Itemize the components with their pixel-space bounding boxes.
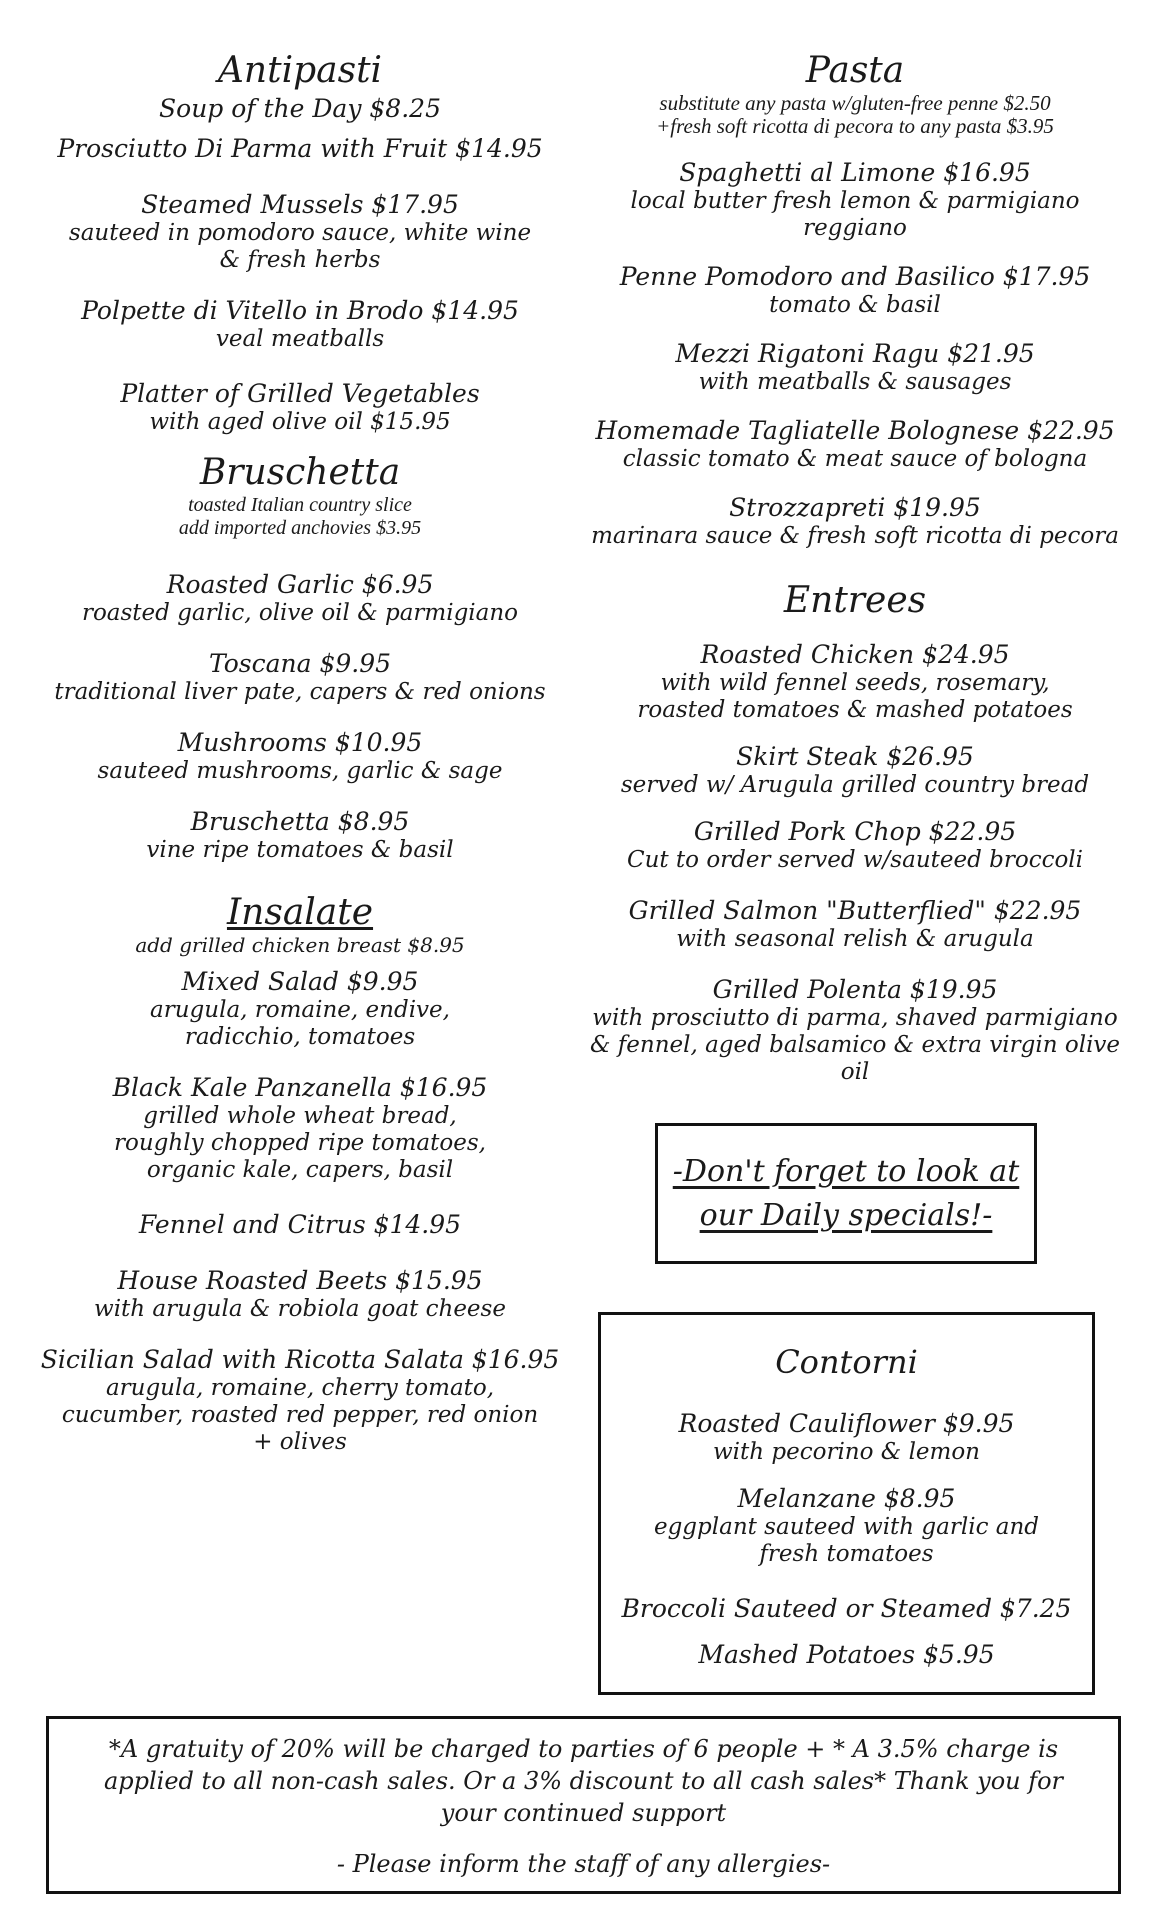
item-name: Homemade Tagliatelle Bolognese $22.95 (595, 416, 1115, 445)
item-desc: marinara sauce & fresh soft ricotta di pecora (591, 523, 1119, 549)
item-desc: sauteed mushrooms, garlic & sage (97, 758, 503, 784)
menu-item (575, 416, 1135, 473)
item-name: Grilled Pork Chop $22.95 (693, 817, 1017, 846)
item-desc: tomato & basil (769, 292, 941, 318)
menu-item (40, 190, 560, 274)
item-desc: with pecorino & lemon (712, 1439, 980, 1465)
footer-notice-box (46, 1716, 1121, 1894)
item-desc: local butter fresh lemon & parmigiano reggiano (630, 188, 1080, 241)
item-name: Grilled Polenta $19.95 (712, 975, 998, 1004)
menu-item (40, 379, 560, 436)
section-note: +fresh soft ricotta di pecora to any pasta $3.95 (656, 114, 1054, 138)
item-name: Polpette di Vitello in Brodo $14.95 (81, 296, 519, 325)
section-note: substitute any pasta w/gluten-free penne $2.50 (659, 91, 1051, 115)
item-name: Skirt Steak $26.95 (736, 742, 974, 771)
item-name: Toscana $9.95 (208, 649, 392, 678)
item-desc: with prosciutto di parma, shaved parmigiano & fennel, aged balsamico & extra virgin olive oil (589, 1005, 1121, 1085)
item-name: Roasted Cauliflower $9.95 (678, 1409, 1015, 1438)
menu-item (40, 94, 560, 124)
menu-item (40, 649, 560, 706)
item-name: Steamed Mussels $17.95 (141, 190, 459, 219)
section-title-contorni: Contorni (775, 1343, 918, 1381)
item-name: Roasted Chicken $24.95 (700, 640, 1010, 669)
menu-item (575, 493, 1135, 550)
item-name: Black Kale Panzanella $16.95 (112, 1073, 488, 1102)
left-column (40, 50, 560, 1456)
item-name: Roasted Garlic $6.95 (166, 570, 434, 599)
section-title-entrees: Entrees (783, 580, 927, 621)
menu-item (575, 339, 1135, 396)
item-name: Fennel and Citrus $14.95 (138, 1210, 462, 1239)
menu-item (40, 1266, 560, 1323)
menu-item (40, 728, 560, 785)
item-name: Sicilian Salad with Ricotta Salata $16.95 (40, 1345, 560, 1374)
item-name: Platter of Grilled Vegetables (120, 379, 480, 408)
item-name: Grilled Salmon "Butterflied" $22.95 (628, 896, 1082, 925)
item-name: Mixed Salad $9.95 (181, 967, 419, 996)
section-title-insalate: Insalate (226, 892, 374, 933)
section-note: toasted Italian country slice (188, 494, 412, 516)
section-note: add grilled chicken breast $8.95 (135, 933, 465, 957)
item-desc: with arugula & robiola goat cheese (94, 1296, 506, 1322)
item-name: Mezzi Rigatoni Ragu $21.95 (675, 339, 1035, 368)
specials-line: our Daily specials!- (699, 1198, 993, 1233)
menu-item (40, 134, 560, 164)
item-name: Mashed Potatoes $5.95 (698, 1640, 995, 1669)
item-name: Soup of the Day $8.25 (159, 94, 441, 123)
section-title-antipasti: Antipasti (217, 50, 383, 91)
menu-item (40, 296, 560, 353)
gratuity-notice: *A gratuity of 20% will be charged to parties of 6 people + * A 3.5% charge is applied to all non-cash sales. Or a 3% discount to all cash sales* Thank you for your continued support (103, 1735, 1064, 1827)
item-name: Mushrooms $10.95 (177, 728, 423, 757)
menu-item (575, 742, 1135, 799)
menu-item (601, 1409, 1092, 1466)
section-title-bruschetta: Bruschetta (199, 452, 401, 493)
item-desc: with seasonal relish & arugula (676, 926, 1034, 952)
item-desc: sauteed in pomodoro sauce, white wine & fresh herbs (68, 220, 532, 273)
item-name: Melanzane $8.95 (737, 1484, 956, 1513)
item-desc: classic tomato & meat sauce of bologna (622, 446, 1088, 472)
item-desc: with meatballs & sausages (698, 369, 1012, 395)
menu-item (575, 817, 1135, 874)
item-desc: with wild fennel seeds, rosemary, roasted tomatoes & mashed potatoes (637, 670, 1073, 723)
menu-item (575, 896, 1135, 953)
menu-item (575, 640, 1135, 724)
item-desc: eggplant sauteed with garlic and fresh tomatoes (653, 1514, 1040, 1567)
item-desc: veal meatballs (215, 326, 385, 352)
specials-line: -Don't forget to look at (672, 1154, 1020, 1189)
item-name: Prosciutto Di Parma with Fruit $14.95 (57, 134, 543, 163)
section-note: add imported anchovies $3.95 (178, 517, 422, 539)
contorni-box (598, 1312, 1095, 1695)
allergy-notice: - Please inform the staff of any allergies- (336, 1850, 831, 1878)
menu-item (601, 1640, 1092, 1670)
daily-specials-box (655, 1123, 1037, 1264)
item-desc: served w/ Arugula grilled country bread (620, 772, 1090, 798)
item-name: Spaghetti al Limone $16.95 (679, 158, 1031, 187)
menu-item (575, 158, 1135, 242)
menu-item (601, 1594, 1092, 1624)
menu-item (40, 967, 560, 1051)
menu-item (40, 1210, 560, 1240)
menu-item (40, 570, 560, 627)
menu-item (601, 1484, 1092, 1568)
menu-item (575, 262, 1135, 319)
menu-item (40, 1073, 560, 1184)
item-name: Strozzapreti $19.95 (729, 493, 981, 522)
item-name: Broccoli Sauteed or Steamed $7.25 (621, 1594, 1072, 1623)
item-name: Penne Pomodoro and Basilico $17.95 (619, 262, 1091, 291)
menu-item (40, 807, 560, 864)
item-desc: vine ripe tomatoes & basil (146, 837, 454, 863)
item-name: Bruschetta $8.95 (190, 807, 410, 836)
section-title-pasta: Pasta (805, 50, 905, 91)
item-name: House Roasted Beets $15.95 (117, 1266, 483, 1295)
item-desc: arugula, romaine, cherry tomato, cucumber, roasted red pepper, red onion + olives (61, 1375, 539, 1455)
right-column (575, 50, 1135, 1086)
menu-item (575, 975, 1135, 1086)
menu-item (40, 1345, 560, 1456)
item-desc: grilled whole wheat bread, roughly chopped ripe tomatoes, organic kale, capers, basil (114, 1103, 486, 1183)
item-desc: arugula, romaine, endive, radicchio, tomatoes (150, 997, 450, 1050)
item-desc: roasted garlic, olive oil & parmigiano (81, 600, 519, 626)
item-desc: with aged olive oil $15.95 (149, 409, 451, 435)
item-desc: traditional liver pate, capers & red onions (54, 679, 546, 705)
item-desc: Cut to order served w/sauteed broccoli (626, 847, 1084, 873)
